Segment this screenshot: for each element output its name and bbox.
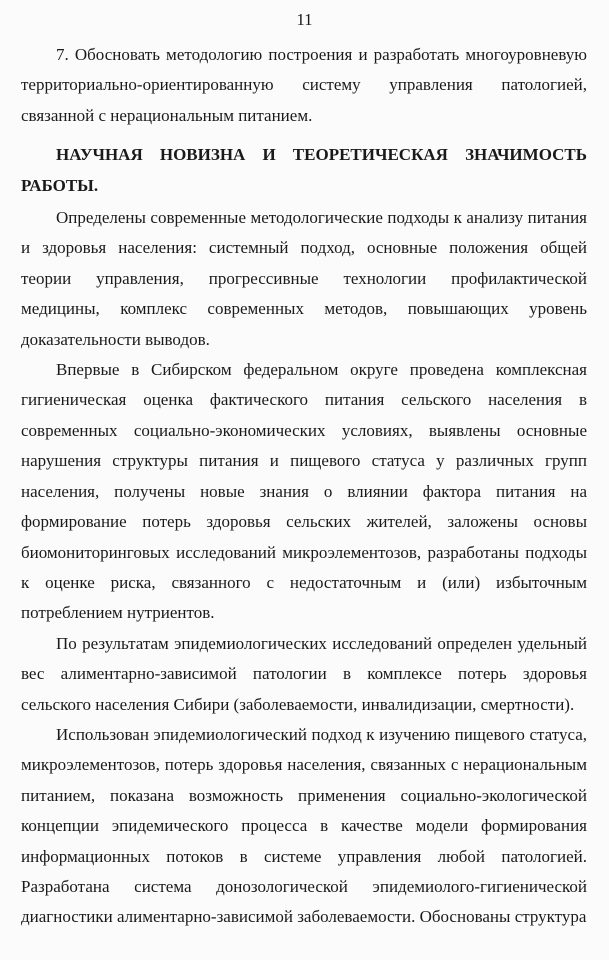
paragraph-epidemiological-approach: Использован эпидемиологический подход к изучению пищевого статуса, микроэлементозов, потерь здоровья населения, связанных с нерациональным питанием, показана возможность применения социально-экологической концепции эпидемического процесса в качестве модели формирования информационных потоков в системе управления любой патологией. Разработана система донозологической эпидемиолого-гигиенической диагностики алиментарно-зависимой заболеваемости. Обоснованы структура xyxy=(21,724,587,927)
page-number: 11 xyxy=(296,10,313,29)
body-text xyxy=(21,40,587,933)
paragraph-epidemiological-results: По результатам эпидемиологических исследований определен удельный вес алиментарно-зависимой патологии в комплексе потерь здоровья сельского населения Сибири (заболеваемости, инвалидизации, смертности). xyxy=(21,633,587,714)
section-heading: НАУЧНАЯ НОВИЗНА И ТЕОРЕТИЧЕСКАЯ ЗНАЧИМОСТЬ РАБОТЫ. xyxy=(21,145,587,195)
paragraph-first-in-siberia: Впервые в Сибирском федеральном округе проведена комплексная гигиеническая оценка фактического питания сельского населения в современных социально-экономических условиях, выявлены основные нарушения структуры питания и пищевого статуса у различных групп населения, получены новые знания о влиянии фактора питания на формирование потерь здоровья сельских жителей, заложены основы биомониторинговых исследований микроэлементозов, разработаны подходы к оценке риска, связанного с недостаточным и (или) избыточным потреблением нутриентов. xyxy=(21,360,587,623)
paragraph-methodology: Определены современные методологические подходы к анализу питания и здоровья населения: системный подход, основные положения общей теории управления, прогрессивные технологии профилактической медицины, комплекс современных методов, повышающих уровень доказательности выводов. xyxy=(21,208,587,349)
list-item-7: 7. Обосновать методологию построения и разработать многоуровневую территориально-ориентированную систему управления патологией, связанной с нерациональным питанием. xyxy=(21,45,587,125)
